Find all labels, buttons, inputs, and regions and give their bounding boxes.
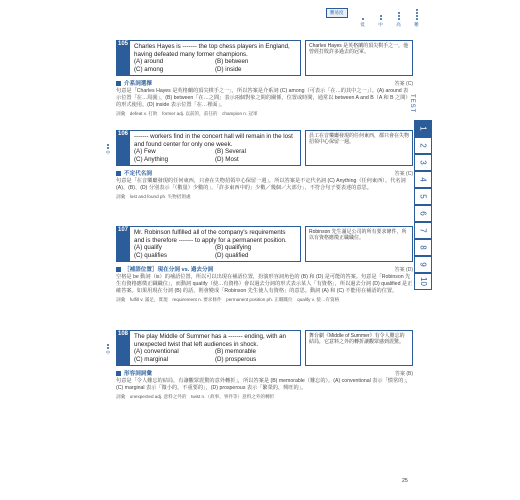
answer-label: 答案 (C) [394,170,413,177]
test-tab-1[interactable]: 1 [414,120,432,137]
options [134,244,296,259]
question-stem [130,40,301,76]
test-tab-8[interactable]: 8 [414,239,432,256]
answer-title: 介系詞選擇 [116,79,152,87]
answer-title: 不定代名詞 [116,169,152,177]
vocabulary: 詞彙 fulfill v. 滿足，實現 requirement n. 要求條件 permanent position ph. 正職職位 qualify v. 使…有資格 [116,297,340,303]
stem-text: Mr. Robinson fulfilled all of the company's requirements and is therefore ------- to apply for a permanent position. [134,229,287,244]
question-stem [130,226,301,262]
question-stem [130,330,301,366]
difficulty-hard: 難 [408,8,426,28]
difficulty-mid: 中 [372,8,390,28]
option-b: (B) qualifying [215,244,252,252]
section-marker-icon [116,171,121,176]
test-tab-3[interactable]: 3 [414,154,432,171]
explanation: 句意是「令人難忘的結局，有讓觀眾震驚的意外轉折」，所以答案是 (B) memorable（難忘的）。(A) conventional 表示「慣常的」，(C) marginal 表示「微小的，不重要的」，(D) prosperous 表示「繁榮的，興旺的」。 [116,378,412,392]
answer-label: 答案 (B) [394,370,413,377]
test-tab-9[interactable]: 9 [414,256,432,273]
question-108 [105,330,413,400]
explanation: 句意是「Charles Hayes 是英格蘭的頂尖棋手之一」，所以答案是介系詞 (C) among（可表示「在…的其中之一」）。(A) around 表示位置「在…周圍」，(B) between「在…之間」表示兩個對象之間的關係，位置或時間，通常以 between A and B（A 和 B 之間）的形式使用。(D) inside 表示位置「在…裡面」。 [116,88,411,109]
options [134,348,296,363]
options [134,58,296,73]
option-b: (B) Several [215,148,246,156]
option-b: (B) between [215,58,249,66]
test-tab-7[interactable]: 7 [414,222,432,239]
answer-label: 答案 (C) [394,80,413,87]
stem-text: Charles Hayes is ------- the top chess players in England, having defeated many former champions. [134,43,290,58]
difficulty-label: 難易度 [326,8,348,18]
question-number: 106 [116,130,130,166]
test-tab-10[interactable]: 10 [414,273,432,290]
option-a: (A) qualify [134,244,162,252]
translation: 舞台劇《Middle of Summer》有令人難忘的結局，它意料之外的轉折讓觀眾感到震驚。 [305,330,413,366]
explanation: 空格是 be 動詞（is）的補語位置，所以可以出現在補語位置，扮演形容詞角色的 (B) 和 (D) 是可能的答案。句意是「Robinson 先生有資格應徵正職職位」，而動詞 qualify（使…有資格）會以過去分詞的形式表示某人「有資格」，所以過去分詞 (D) qualified 是正確答案。如果用現在分詞 (B) 的話，則會變成「Robinson 先生使人有資格」的意思。動詞 (A) 和 (C) 不能用在補語的位置。 [116,274,413,295]
answer-label: 答案 (D) [394,266,413,273]
question-number: 105 [116,40,130,76]
test-tab-2[interactable]: 2 [414,137,432,154]
option-a: (A) conventional [134,348,179,356]
option-d: (D) inside [215,65,242,73]
translation: 員工在音樂廳發現的任何東西，都只會在失物招領中心保留一週。 [305,130,413,166]
stem-text: The play Middle of Summer has a ------- ending, with an unexpected twist that left audiences in shock. [134,333,286,348]
difficulty-legend [326,8,426,28]
difficulty-marker: 中 [104,344,112,355]
difficulty-high: 高 [390,8,408,28]
option-b: (B) memorable [215,348,256,356]
option-c: (C) qualifies [134,251,168,259]
vocabulary: 詞彙 defeat v. 打敗 former adj. 以前的，前任的 champion n. 冠軍 [116,111,258,117]
options [134,148,296,163]
option-c: (C) among [134,65,164,73]
translation: Charles Hayes 是英格蘭的頂尖棋手之一，他曾經打敗許多過去的冠軍。 [305,40,413,76]
test-tab-4[interactable]: 4 [414,171,432,188]
option-d: (D) qualified [215,251,249,259]
difficulty-marker: 中 [104,144,112,155]
question-number: 108 [116,330,130,366]
option-d: (D) Most [215,155,239,163]
difficulty-low: 低 [354,8,372,28]
section-marker-icon [116,81,121,86]
question-stem [130,130,301,166]
answer-title: ［補語位置］現在分詞 vs. 過去分詞 [116,265,213,273]
vocabulary: 詞彙 unexpected adj. 意料之外的 twist n.（故事、事件等）意料之外的轉折 [116,394,275,400]
option-c: (C) Anything [134,155,169,163]
translation: Robinson 先生滿足公司的所有要求條件，所以有資格應徵正職職位。 [305,226,413,262]
answer-title: 形容詞詞彙 [116,369,152,377]
vocabulary: 詞彙 lost and found ph. 失物招領處 [116,194,191,200]
test-tab-6[interactable]: 6 [414,205,432,222]
question-number: 107 [116,226,130,262]
option-d: (D) prosperous [215,355,257,363]
page-number: 25 [402,478,408,484]
option-c: (C) marginal [134,355,169,363]
question-107 [116,226,413,303]
test-label: TEST [409,94,415,114]
test-tab-5[interactable]: 5 [414,188,432,205]
section-marker-icon [116,371,121,376]
option-a: (A) Few [134,148,156,156]
explanation: 句意是「在音樂廳發現的任何東西，只會在失物招領中心保留一週」，所以答案是不定代名詞 (C) Anything（任何東西）。代名詞 (A)、(B)、(D) 分別表示「（數量）少數的」、「許多東西中的」少數／幾個／大部分」，不符合句子要表達的意思。 [116,178,406,192]
option-a: (A) around [134,58,164,66]
section-marker-icon [116,267,121,272]
stem-text: ------- workers find in the concert hall will remain in the lost and found center for only one week. [134,133,293,148]
question-106 [105,130,413,200]
question-105 [116,40,413,117]
